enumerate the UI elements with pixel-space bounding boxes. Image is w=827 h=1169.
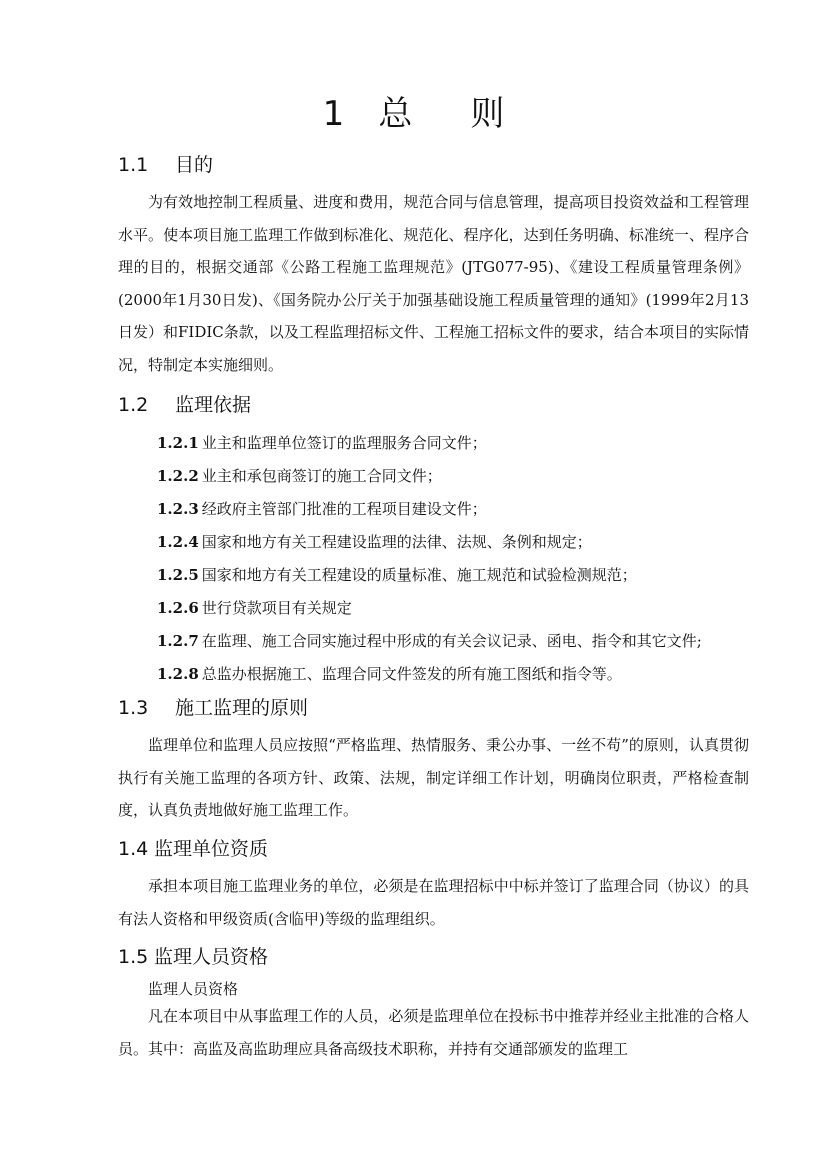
section-1-1-paragraph: 为有效地控制工程质量、进度和费用，规范合同与信息管理，提高项目投资效益和工程管理水平。使本项目施工监理工作做到标准化、规范化、程序化，达到任务明确、标准统一、程序合理的目的，根据交通部《公路工程施工监理规范》(JTG077-95)、《建设工程质量管理条例》(2000年1月30日发)、《国务院办公厅关于加强基础设施工程质量管理的通知》(1999年2月13日发）和FIDIC条款，以及工程监理招标文件、工程施工招标文件的要求，结合本项目的实际情况，特制定本实施细则。 — [118, 193, 749, 374]
item-text: 国家和地方有关工程建设的质量标准、施工规范和试验检测规范； — [201, 566, 637, 584]
list-item — [157, 661, 757, 694]
section-title: 监理依据 — [175, 394, 252, 416]
section-number: 1.2 — [118, 394, 149, 416]
section-title: 监理单位资质 — [154, 838, 269, 860]
item-number: 1.2.4 — [157, 533, 199, 551]
section-1-5-subheading: 监理人员资格 — [148, 980, 239, 998]
item-text: 经政府主管部门批准的工程项目建设文件； — [201, 500, 487, 518]
section-heading-1-2 — [118, 391, 251, 419]
chapter-title — [0, 86, 827, 142]
section-title: 监理人员资格 — [154, 946, 269, 968]
item-number: 1.2.2 — [157, 467, 199, 485]
item-text: 世行贷款项目有关规定 — [201, 599, 352, 617]
list-item — [157, 463, 757, 496]
list-item — [157, 529, 757, 562]
chapter-number: 1 — [322, 94, 345, 134]
item-number: 1.2.8 — [157, 665, 199, 683]
section-heading-1-1 — [118, 151, 213, 179]
section-number: 1.3 — [118, 697, 149, 719]
list-item — [157, 430, 757, 463]
item-number: 1.2.5 — [157, 566, 199, 584]
section-title: 目的 — [175, 154, 214, 176]
item-text: 业主和监理单位签订的监理服务合同文件； — [201, 434, 487, 452]
section-heading-1-4 — [118, 835, 268, 863]
item-number: 1.2.7 — [157, 632, 199, 650]
section-1-5-paragraph: 凡在本项目中从事监理工作的人员，必须是监理单位在投标书中推荐并经业主批准的合格人员。其中：高监及高监助理应具备高级技术职称，并持有交通部颁发的监理工 — [118, 1007, 749, 1058]
section-1-3-paragraph: 监理单位和监理人员应按照“严格监理、热情服务、秉公办事、一丝不苟”的原则，认真贯彻执行有关施工监理的各项方针、政策、法规，制定详细工作计划，明确岗位职责，严格检查制度，认真负责地做好施工监理工作。 — [118, 736, 749, 820]
section-number: 1.1 — [118, 154, 149, 176]
chapter-title-char-2: 则 — [470, 94, 505, 134]
section-1-4-paragraph: 承担本项目施工监理业务的单位，必须是在监理招标中中标并签订了监理合同（协议）的具有法人资格和甲级资质(含临甲)等级的监理组织。 — [118, 877, 749, 928]
section-number: 1.5 — [118, 946, 149, 968]
section-heading-1-3 — [118, 694, 308, 722]
list-item — [157, 496, 757, 529]
section-heading-1-5 — [118, 943, 268, 971]
item-number: 1.2.3 — [157, 500, 199, 518]
list-item — [157, 628, 757, 661]
item-text: 业主和承包商签订的施工合同文件； — [201, 467, 442, 485]
section-number: 1.4 — [118, 838, 149, 860]
section-title: 施工监理的原则 — [175, 697, 309, 719]
item-number: 1.2.6 — [157, 599, 199, 617]
list-item — [157, 562, 757, 595]
basis-list — [157, 430, 757, 694]
list-item — [157, 595, 757, 628]
chapter-title-char-1: 总 — [378, 94, 413, 134]
item-text: 在监理、施工合同实施过程中形成的有关会议记录、函电、指令和其它文件; — [201, 632, 702, 650]
item-text: 总监办根据施工、监理合同文件签发的所有施工图纸和指令等。 — [201, 665, 622, 683]
item-number: 1.2.1 — [157, 434, 199, 452]
item-text: 国家和地方有关工程建设监理的法律、法规、条例和规定； — [201, 533, 592, 551]
